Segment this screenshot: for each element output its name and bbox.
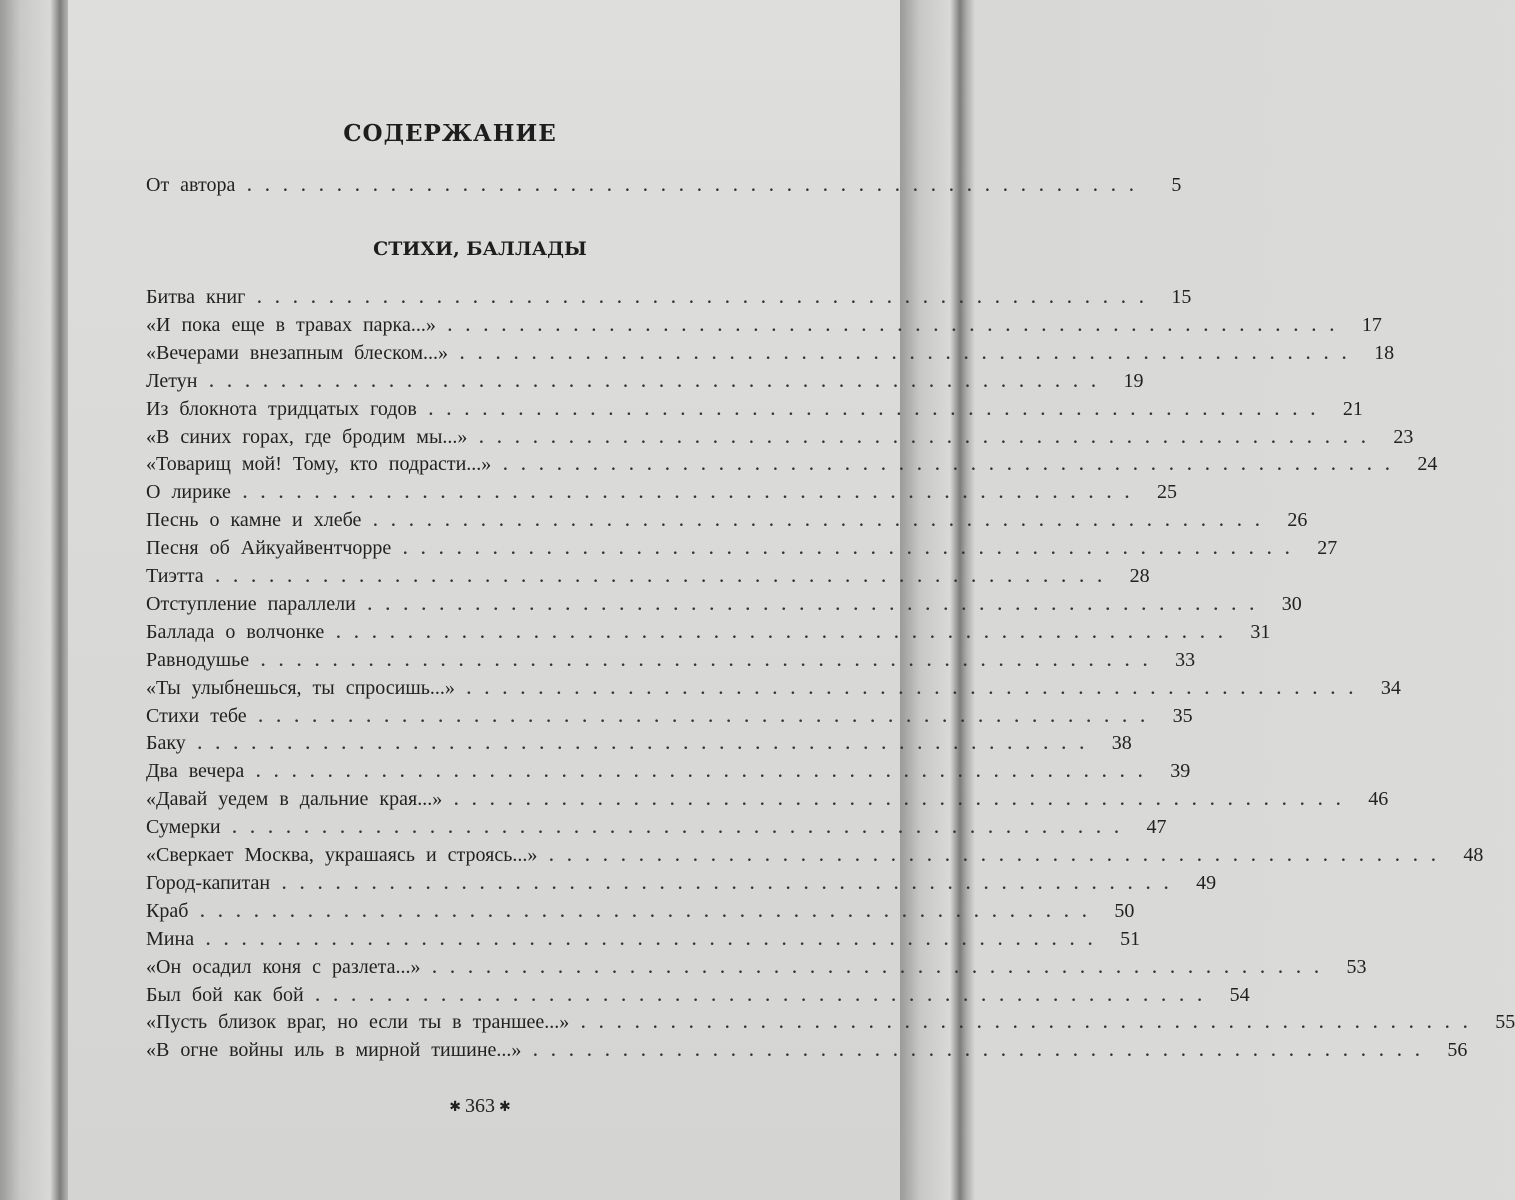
- toc-entry-page: 39: [1170, 760, 1191, 783]
- toc-entry: [146, 620, 1271, 649]
- toc-entry: [146, 397, 1363, 426]
- toc-entry-page: 15: [1171, 286, 1192, 308]
- toc-entry-page: 49: [1196, 871, 1217, 894]
- toc-entry-page: 38: [1111, 732, 1132, 755]
- toc-entry-title: О лирике: [146, 481, 231, 504]
- dot-leader: ..................................................: [209, 373, 1110, 391]
- toc-entry-title: Сумерки: [146, 816, 221, 839]
- toc-entry-page: 25: [1156, 481, 1177, 504]
- toc-entry-title: Отступление параллели: [146, 592, 356, 615]
- star-ornament-icon: ✱: [499, 1099, 511, 1115]
- toc-entry-page: 46: [1368, 788, 1389, 811]
- dot-leader: ..................................................: [257, 290, 1158, 307]
- dot-leader: ..................................................: [200, 903, 1101, 921]
- toc-entry: [146, 760, 1191, 788]
- dot-leader: ..................................................: [533, 1043, 1434, 1061]
- toc-entry-title: Баку: [146, 732, 186, 755]
- toc-entry-title: Песнь о камне и хлебе: [146, 509, 362, 532]
- toc-entry-title: Мина: [146, 927, 195, 950]
- toc-entry-title: Летун: [146, 369, 198, 392]
- dot-leader: ..................................................: [282, 875, 1183, 893]
- toc-entry: [146, 369, 1144, 398]
- dot-leader: ..................................................: [428, 401, 1329, 419]
- toc-entry: [146, 313, 1382, 342]
- toc-entry-page: 33: [1175, 648, 1196, 671]
- toc-entry-title: Стихи тебе: [146, 704, 247, 727]
- toc-entry: [146, 732, 1132, 760]
- toc-entry-title: «Ты улыбнешься, ты спросишь...»: [146, 676, 455, 699]
- toc-entry-title: Битва книг: [146, 286, 246, 308]
- toc-entry-page: 27: [1317, 537, 1338, 560]
- toc-entry-page: 21: [1342, 397, 1363, 420]
- dot-leader: ..................................................: [367, 596, 1268, 614]
- dot-leader: ..................................................: [336, 624, 1237, 642]
- toc-entry-page: 18: [1374, 341, 1395, 364]
- dot-leader: ..................................................: [503, 457, 1404, 475]
- toc-entry-page: 31: [1250, 620, 1271, 643]
- toc-entry: [146, 899, 1135, 928]
- toc-entry-page: 35: [1172, 704, 1193, 727]
- dot-leader: ..................................................: [454, 792, 1355, 810]
- toc-entry: [146, 286, 1192, 314]
- toc-entry: [146, 341, 1395, 370]
- dot-leader: ..................................................: [197, 736, 1098, 754]
- dot-leader: ..................................................: [581, 1015, 1482, 1033]
- dot-leader: ..................................................: [247, 178, 1148, 195]
- dot-leader: ..................................................: [447, 317, 1348, 335]
- toc-entry-title: «Товарищ мой! Тому, кто подрасти...»: [146, 453, 492, 476]
- dot-leader: ..................................................: [256, 764, 1157, 782]
- toc-entry-title: «Давай уедем в дальние края...»: [146, 788, 443, 811]
- dot-leader: ..................................................: [261, 652, 1162, 670]
- toc-entry-title: «В огне войны иль в мирной тишине...»: [146, 1039, 522, 1062]
- toc-entry-title: Был бой как бой: [146, 983, 304, 1006]
- toc-entry: [146, 1039, 1468, 1067]
- page-number: [0, 1095, 960, 1118]
- toc-entry-page: 47: [1146, 816, 1167, 839]
- toc-entry: [146, 704, 1193, 733]
- toc-entry: [146, 509, 1308, 537]
- dot-leader: ..................................................: [258, 708, 1159, 726]
- toc-entry: [146, 592, 1302, 621]
- section-title: СТИХИ, БАЛЛАДЫ: [373, 238, 587, 260]
- toc-entry: [146, 955, 1367, 984]
- toc-entry: [146, 453, 1438, 481]
- toc-entry-title: Песня об Айкуайвентчорре: [146, 537, 392, 560]
- toc-entry: [146, 676, 1401, 705]
- dot-leader: ..................................................: [206, 931, 1107, 949]
- toc-entry: [146, 537, 1338, 565]
- toc-entry-page: 24: [1417, 453, 1438, 476]
- dot-leader: ..................................................: [549, 848, 1450, 865]
- toc-entry-title: Два вечера: [146, 760, 245, 783]
- toc-entry: [146, 425, 1414, 454]
- toc-entry-page: 23: [1393, 425, 1414, 448]
- toc-entry-page: 34: [1380, 676, 1401, 699]
- toc-entry-page: 55: [1495, 1011, 1515, 1034]
- toc-entry-page: 26: [1287, 509, 1308, 532]
- toc-entry-title: Тиэтта: [146, 565, 204, 587]
- toc-entry-page: 19: [1123, 369, 1144, 392]
- toc-entry-title: «Он осадил коня с разлета...»: [146, 955, 421, 978]
- toc-entry-title: От автора: [146, 174, 236, 196]
- toc-entry-page: 51: [1120, 927, 1141, 950]
- toc-entry-title: Из блокнота тридцатых годов: [146, 397, 417, 420]
- toc-entry-title: «В синих горах, где бродим мы...»: [146, 425, 468, 448]
- toc-entry: [146, 927, 1141, 956]
- toc-entry: [146, 983, 1250, 1012]
- toc-entry-page: 53: [1346, 955, 1367, 978]
- toc-entry-title: Баллада о волчонке: [146, 620, 325, 643]
- toc-entry: [146, 844, 1484, 872]
- page-number-value: 363: [465, 1095, 495, 1117]
- dot-leader: ..................................................: [466, 680, 1367, 698]
- page-title: СОДЕРЖАНИЕ: [343, 120, 557, 147]
- dot-leader: ..................................................: [215, 569, 1116, 586]
- dot-leader: ..................................................: [232, 820, 1133, 838]
- toc-entry: [146, 816, 1167, 844]
- dot-leader: ..................................................: [315, 987, 1216, 1005]
- toc-entry-title: Краб: [146, 899, 189, 922]
- toc-entry-title: «И пока еще в травах парка...»: [146, 313, 436, 336]
- toc-entry: [146, 788, 1389, 816]
- dot-leader: ..................................................: [479, 429, 1380, 447]
- toc-entry-page: 50: [1114, 899, 1135, 922]
- toc-entry-title: «Сверкает Москва, украшаясь и строясь...»: [146, 844, 538, 866]
- toc-entry-page: 48: [1463, 844, 1484, 866]
- toc-entry-page: 5: [1171, 174, 1182, 196]
- toc-entry-title: «Вечерами внезапным блеском...»: [146, 341, 449, 364]
- toc-entry: [146, 648, 1196, 677]
- star-ornament-icon: ✱: [449, 1099, 461, 1115]
- dot-leader: ..................................................: [373, 513, 1274, 531]
- toc-entry-title: Равнодушье: [146, 648, 250, 671]
- toc-entry: [146, 481, 1177, 509]
- toc-entry-page: 54: [1229, 983, 1250, 1006]
- toc-entry-page: 56: [1447, 1039, 1468, 1062]
- dot-leader: ..................................................: [460, 345, 1361, 363]
- toc-entry-page: 17: [1361, 313, 1382, 336]
- toc-entry-intro: [146, 174, 1182, 202]
- dot-leader: ..................................................: [403, 541, 1304, 559]
- toc-entry: [146, 1011, 1515, 1039]
- toc-entry: [146, 565, 1150, 593]
- toc-entry-page: 28: [1129, 565, 1150, 587]
- dot-leader: ..................................................: [242, 485, 1143, 503]
- toc-entry-page: 30: [1281, 592, 1302, 615]
- dot-leader: ..................................................: [432, 959, 1333, 977]
- toc-entry-title: Город-капитан: [146, 871, 271, 894]
- toc-entry-title: «Пусть близок враг, но если ты в траншее...»: [146, 1011, 570, 1034]
- toc-entry: [146, 871, 1217, 900]
